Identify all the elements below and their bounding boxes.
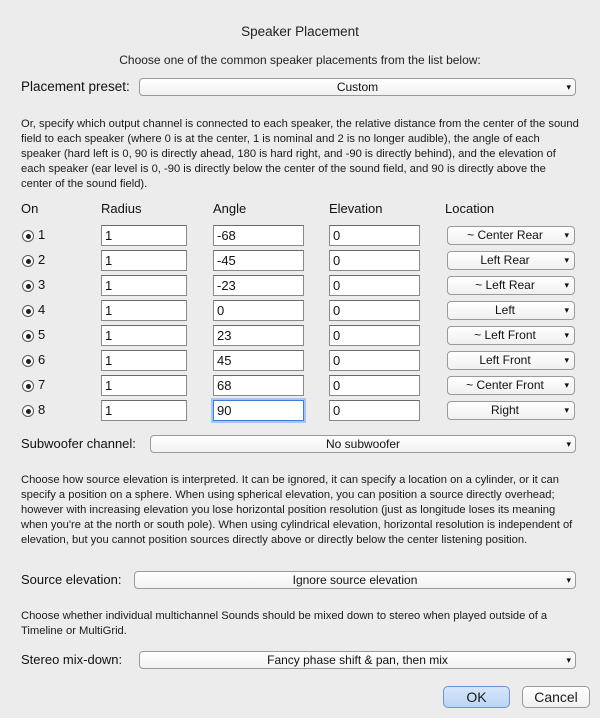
speaker-channel-number: 8: [38, 402, 46, 417]
radius-field[interactable]: [101, 400, 187, 421]
angle-field[interactable]: [213, 375, 304, 396]
angle-field[interactable]: [213, 400, 304, 421]
chevron-down-icon: ▾: [564, 280, 569, 290]
elevation-description: Choose how source elevation is interpreted. It can be ignored, it can specify a location on a cylinder, or it can specify a position on a sphere. When using spherical elevation, you can position a source directly overhead; however with increasing elevation you lose horizontal position resolution (just as longitude loses its meaning when you're at the north or south pole). When using cylindrical elevation, horizontal resolution is independent of elevation, but you cannot position sources directly above or directly below the center listening position.: [21, 474, 573, 547]
stereo-mixdown-select[interactable]: [139, 651, 576, 669]
subwoofer-select[interactable]: [150, 435, 576, 453]
speaker-on-radio[interactable]: [22, 230, 34, 242]
placement-preset-value: Custom: [336, 80, 379, 94]
elevation-field[interactable]: [329, 225, 420, 246]
location-select[interactable]: [447, 326, 575, 345]
speaker-channel-number: 5: [38, 327, 46, 342]
speaker-channel-number: 7: [38, 377, 46, 392]
angle-field[interactable]: [213, 275, 304, 296]
location-value: Left Rear: [480, 253, 530, 267]
column-on: On: [21, 201, 39, 216]
elevation-field[interactable]: [329, 250, 420, 271]
speaker-on-radio[interactable]: [22, 380, 34, 392]
chevron-down-icon: ▾: [566, 439, 571, 449]
speaker-on-radio[interactable]: [22, 330, 34, 342]
chevron-down-icon: ▾: [564, 405, 569, 415]
elevation-field[interactable]: [329, 325, 420, 346]
chevron-down-icon: ▾: [564, 355, 569, 365]
column-radius: Radius: [101, 201, 142, 216]
stereo-mixdown-value: Fancy phase shift & pan, then mix: [267, 653, 448, 667]
column-angle: Angle: [213, 201, 247, 216]
speaker-on-radio[interactable]: [22, 280, 34, 292]
elevation-field[interactable]: [329, 275, 420, 296]
speaker-on-radio[interactable]: [22, 355, 34, 367]
placement-preset-select[interactable]: [139, 78, 576, 96]
location-value: Left Front: [479, 353, 531, 367]
location-value: ~ Left Rear: [475, 278, 535, 292]
location-select[interactable]: [447, 226, 575, 245]
angle-field[interactable]: [213, 350, 304, 371]
speaker-channel-number: 4: [38, 302, 46, 317]
source-elevation-label: Source elevation:: [21, 572, 122, 587]
subwoofer-label: Subwoofer channel:: [21, 436, 136, 451]
elevation-field[interactable]: [329, 375, 420, 396]
speaker-on-radio[interactable]: [22, 405, 34, 417]
location-select[interactable]: [447, 276, 575, 295]
radius-field[interactable]: [101, 225, 187, 246]
speaker-channel-number: 2: [38, 252, 46, 267]
chevron-down-icon: ▾: [564, 380, 569, 390]
angle-field[interactable]: [213, 325, 304, 346]
speaker-channel-number: 6: [38, 352, 46, 367]
ok-button[interactable]: OK: [443, 686, 510, 708]
location-select[interactable]: [447, 401, 575, 420]
location-value: ~ Center Front: [466, 378, 544, 392]
angle-field[interactable]: [213, 300, 304, 321]
chevron-down-icon: ▾: [564, 305, 569, 315]
speaker-channel-number: 3: [38, 277, 46, 292]
subwoofer-value: No subwoofer: [325, 437, 401, 451]
angle-field[interactable]: [213, 250, 304, 271]
location-value: Left: [494, 303, 515, 317]
mixdown-description: Choose whether individual multichannel Sounds should be mixed down to stereo when played outside of a Timeline or MultiGrid.: [21, 610, 548, 638]
chevron-down-icon: ▾: [566, 655, 571, 665]
chevron-down-icon: ▾: [566, 575, 571, 585]
location-select[interactable]: [447, 301, 575, 320]
cancel-button[interactable]: Cancel: [522, 686, 590, 708]
location-value: ~ Center Rear: [467, 228, 543, 242]
location-select[interactable]: [447, 376, 575, 395]
radius-field[interactable]: [101, 375, 187, 396]
speaker-channel-number: 1: [38, 227, 46, 242]
radius-field[interactable]: [101, 325, 187, 346]
location-value: ~ Left Front: [474, 328, 536, 342]
source-elevation-value: Ignore source elevation: [292, 573, 418, 587]
stereo-mixdown-label: Stereo mix-down:: [21, 652, 123, 667]
angle-field[interactable]: [213, 225, 304, 246]
dialog-subtitle: Choose one of the common speaker placements from the list below:: [119, 53, 481, 67]
source-elevation-select[interactable]: [134, 571, 576, 589]
speaker-on-radio[interactable]: [22, 305, 34, 317]
speaker-on-radio[interactable]: [22, 255, 34, 267]
location-select[interactable]: [447, 351, 575, 370]
elevation-field[interactable]: [329, 400, 420, 421]
elevation-field[interactable]: [329, 300, 420, 321]
location-value: Right: [490, 403, 519, 417]
dialog-title: Speaker Placement: [241, 24, 359, 39]
chevron-down-icon: ▾: [564, 330, 569, 340]
radius-field[interactable]: [101, 350, 187, 371]
chevron-down-icon: ▾: [564, 255, 569, 265]
radius-field[interactable]: [101, 275, 187, 296]
radius-field[interactable]: [101, 250, 187, 271]
column-location: Location: [445, 201, 495, 216]
chevron-down-icon: ▾: [566, 82, 571, 92]
location-select[interactable]: [447, 251, 575, 270]
column-elevation: Elevation: [329, 201, 383, 216]
placement-preset-label: Placement preset:: [21, 79, 130, 94]
elevation-field[interactable]: [329, 350, 420, 371]
chevron-down-icon: ▾: [564, 230, 569, 240]
channel-description: Or, specify which output channel is connected to each speaker, the relative distance from the center of the sound field to each speaker (where 0 is at the center, 1 is nominal and 2 is no longer audible), the angle of each speaker (hard left is 0, 90 is directly ahead, 180 is hard right, and -90 is directly behind), and the elevation of each speaker (ear level is 0, -90 is directly below the center of the sound field, and 90 is directly above the center of the sound field).: [21, 118, 579, 191]
radius-field[interactable]: [101, 300, 187, 321]
